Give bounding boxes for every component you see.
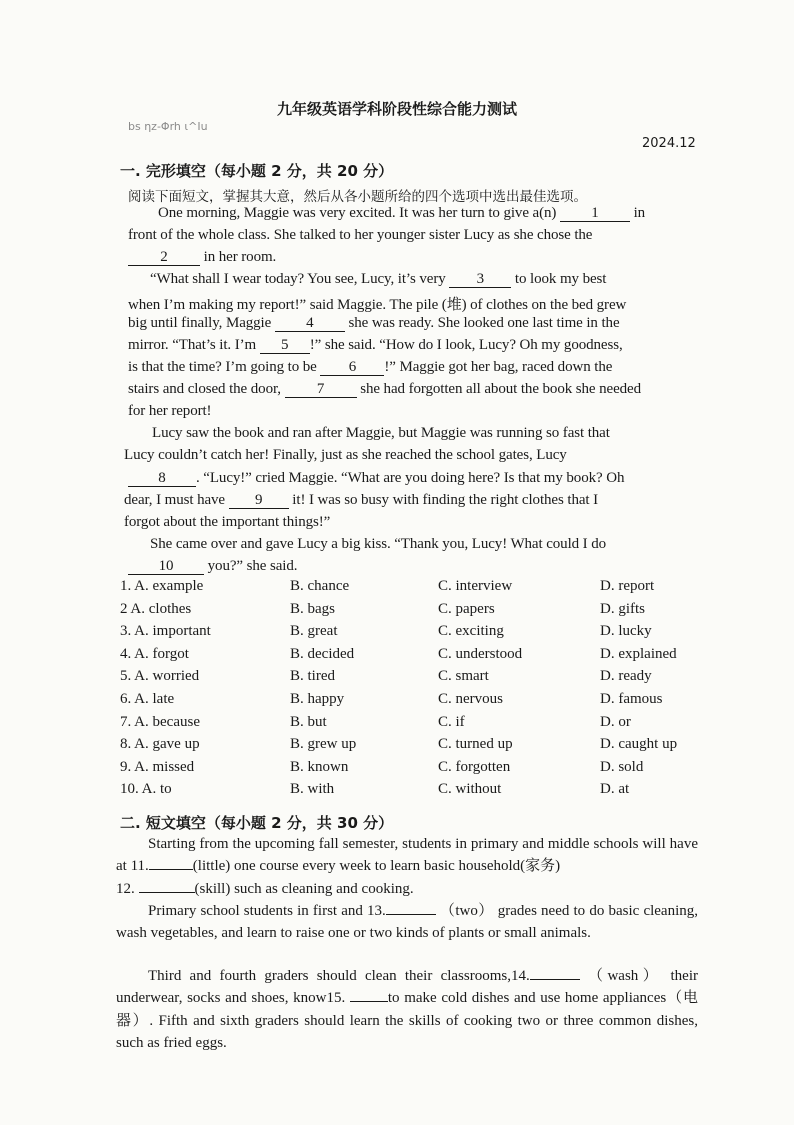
option-2-c[interactable]: C. papers xyxy=(438,600,495,617)
line-text: She came over and gave Lucy a big kiss. “Thank you, Lucy! What could I do xyxy=(150,536,607,552)
passage-line xyxy=(128,315,620,332)
option-row-8 xyxy=(120,736,720,756)
text: Primary school students in first and 13. xyxy=(148,903,386,919)
line-text: in her room. xyxy=(200,249,277,265)
option-6-a[interactable]: 6. A. late xyxy=(120,691,175,707)
option-1-a[interactable]: 1. A. example xyxy=(120,578,204,594)
option-10-d[interactable]: D. at xyxy=(600,781,630,798)
line-text: stairs and closed the door, xyxy=(128,381,285,397)
option-10-c[interactable]: C. without xyxy=(438,781,502,798)
option-10-a[interactable]: 10. A. to xyxy=(120,781,172,798)
text: （wash） their underwear, socks and shoes, know15. xyxy=(116,968,698,1007)
line-text: for her report! xyxy=(128,403,212,419)
line-text: Lucy couldn’t catch her! Finally, just as she reached the school gates, Lucy xyxy=(124,447,567,463)
passage-line xyxy=(128,359,612,376)
option-7-a[interactable]: 7. A. because xyxy=(120,713,200,730)
option-4-a[interactable]: 4. A. forgot xyxy=(120,645,189,662)
text: Third and fourth graders should clean their classrooms,14. xyxy=(148,968,530,984)
option-row-1 xyxy=(120,578,720,598)
line-text: to look my best xyxy=(511,271,607,287)
option-9-a[interactable]: 9. A. missed xyxy=(120,758,195,775)
text: (skill) such as cleaning and cooking. xyxy=(194,880,414,897)
option-8-a[interactable]: 8. A. gave up xyxy=(120,736,200,753)
option-8-c[interactable]: C. turned up xyxy=(438,736,513,753)
line-text: when I’m making my report!” said Maggie. The pile (堆) of clothes on the bed grew xyxy=(128,297,627,313)
cloze-blank-10[interactable]: 10 xyxy=(128,559,204,575)
option-4-b[interactable]: B. decided xyxy=(290,645,355,662)
option-6-c[interactable]: C. nervous xyxy=(438,691,503,707)
cloze-blank-1[interactable]: 1 xyxy=(560,206,630,222)
line-text: front of the whole class. She talked to her younger sister Lucy as she chose the xyxy=(128,227,593,243)
passage-line xyxy=(158,205,645,222)
section1-title: 一. 完形填空（每小题 2 分，共 20 分） xyxy=(120,162,394,180)
option-1-b[interactable]: B. chance xyxy=(290,578,350,594)
passage-line xyxy=(128,293,626,314)
option-7-d[interactable]: D. or xyxy=(600,713,631,730)
option-row-6 xyxy=(120,691,720,711)
line-text: . “Lucy!” cried Maggie. “What are you doing here? Is that my book? Oh xyxy=(196,470,625,486)
blank-11[interactable] xyxy=(149,869,193,870)
option-row-9 xyxy=(120,759,720,779)
option-row-7 xyxy=(120,714,720,734)
cloze-blank-5[interactable]: 5 xyxy=(260,338,310,354)
option-5-d[interactable]: D. ready xyxy=(600,668,652,685)
faint-stamp: bs ηz-Φrh ι^Ιu xyxy=(128,120,208,133)
option-row-10 xyxy=(120,781,720,801)
option-3-c[interactable]: C. exciting xyxy=(438,623,504,640)
option-1-c[interactable]: C. interview xyxy=(438,578,513,594)
option-2-a[interactable]: 2 A. clothes xyxy=(120,600,192,617)
option-6-d[interactable]: D. famous xyxy=(600,691,663,707)
line-text: One morning, Maggie was very excited. It was her turn to give a(n) xyxy=(158,205,560,221)
option-7-b[interactable]: B. but xyxy=(290,713,327,730)
option-9-b[interactable]: B. known xyxy=(290,758,349,775)
text: Starting from the upcoming fall semester, students in primary and middle schools will have at 11. xyxy=(116,836,698,875)
passage2-paragraph-2 xyxy=(116,900,698,945)
option-row-2 xyxy=(120,601,720,621)
passage-line xyxy=(128,381,641,398)
text: to make cold dishes and use home appliances（电器）. Fifth and sixth graders should learn the skills of cooking two or three common dishes, such as fried eggs. xyxy=(116,990,698,1051)
option-3-d[interactable]: D. lucky xyxy=(600,623,652,640)
cloze-blank-8[interactable]: 8 xyxy=(128,471,196,487)
option-8-d[interactable]: D. caught up xyxy=(600,736,678,753)
passage-line xyxy=(124,492,598,509)
cloze-blank-4[interactable]: 4 xyxy=(275,316,345,332)
passage-line xyxy=(152,425,610,442)
blank-14[interactable] xyxy=(530,979,580,980)
option-8-b[interactable]: B. grew up xyxy=(290,736,357,753)
passage2-paragraph-1 xyxy=(116,833,698,900)
blank-12[interactable] xyxy=(139,892,195,893)
line-text: Lucy saw the book and ran after Maggie, but Maggie was running so fast that xyxy=(152,425,610,441)
cloze-blank-2[interactable]: 2 xyxy=(128,250,200,266)
option-row-4 xyxy=(120,646,720,666)
cloze-blank-3[interactable]: 3 xyxy=(449,272,511,288)
passage-line xyxy=(128,403,211,420)
passage-line xyxy=(128,337,623,354)
cloze-blank-6[interactable]: 6 xyxy=(320,360,384,376)
line-text: you?” she said. xyxy=(204,558,298,574)
cloze-blank-9[interactable]: 9 xyxy=(229,493,289,509)
passage-line xyxy=(124,514,330,531)
option-10-b[interactable]: B. with xyxy=(290,781,335,798)
option-3-b[interactable]: B. great xyxy=(290,623,338,640)
line-text: “What shall I wear today? You see, Lucy, it’s very xyxy=(150,271,450,287)
option-9-c[interactable]: C. forgotten xyxy=(438,758,511,775)
passage-line xyxy=(124,447,567,464)
text: （two） grades need to do basic cleaning, wash vegetables, and learn to raise one or two kinds of plants or small animals. xyxy=(116,903,698,942)
text: (little) one course every week to learn basic household(家务) xyxy=(192,858,561,875)
line-text: she had forgotten all about the book she needed xyxy=(356,381,641,397)
passage-line xyxy=(150,536,606,553)
line-text: !” Maggie got her bag, raced down the xyxy=(384,359,613,375)
option-5-b[interactable]: B. tired xyxy=(290,668,335,685)
passage2-paragraph-3 xyxy=(116,965,698,1054)
passage-line xyxy=(128,558,297,575)
blank-13[interactable] xyxy=(386,914,436,915)
option-3-a[interactable]: 3. A. important xyxy=(120,623,211,640)
blank-15[interactable] xyxy=(350,1001,388,1002)
line-text: it! I was so busy with finding the right clothes that I xyxy=(288,492,599,508)
option-4-c[interactable]: C. understood xyxy=(438,645,523,662)
option-5-a[interactable]: 5. A. worried xyxy=(120,668,200,685)
line-text: in xyxy=(629,205,646,221)
option-row-5 xyxy=(120,668,720,688)
option-4-d[interactable]: D. explained xyxy=(600,645,677,662)
option-6-b[interactable]: B. happy xyxy=(290,691,345,707)
exam-date: 2024.12 xyxy=(642,136,696,151)
option-1-d[interactable]: D. report xyxy=(600,578,655,594)
line-text: !” she said. “How do I look, Lucy? Oh my goodness, xyxy=(309,337,623,353)
line-text: mirror. “That’s it. I’m xyxy=(128,337,260,353)
option-row-3 xyxy=(120,623,720,643)
option-2-b[interactable]: B. bags xyxy=(290,600,335,617)
passage-line xyxy=(150,271,606,288)
option-7-c[interactable]: C. if xyxy=(438,713,465,730)
line-text: forgot about the important things!” xyxy=(124,514,331,530)
option-5-c[interactable]: C. smart xyxy=(438,668,489,685)
line-text: big until finally, Maggie xyxy=(128,315,275,331)
section2-title: 二. 短文填空（每小题 2 分，共 30 分） xyxy=(120,814,394,832)
passage-line xyxy=(128,470,624,487)
line-text: dear, I must have xyxy=(124,492,229,508)
page-title: 九年级英语学科阶段性综合能力测试 xyxy=(276,100,517,118)
line-text: she was ready. She looked one last time in the xyxy=(344,315,620,331)
section1-instruction: 阅读下面短文，掌握其大意，然后从各小题所给的四个选项中选出最佳选项。 xyxy=(128,189,587,205)
option-2-d[interactable]: D. gifts xyxy=(600,600,645,617)
line-text: is that the time? I’m going to be xyxy=(128,359,321,375)
option-9-d[interactable]: D. sold xyxy=(600,758,644,775)
passage-line xyxy=(128,249,276,266)
passage-line xyxy=(128,227,592,244)
text: 12. xyxy=(116,880,139,897)
cloze-blank-7[interactable]: 7 xyxy=(285,382,357,398)
